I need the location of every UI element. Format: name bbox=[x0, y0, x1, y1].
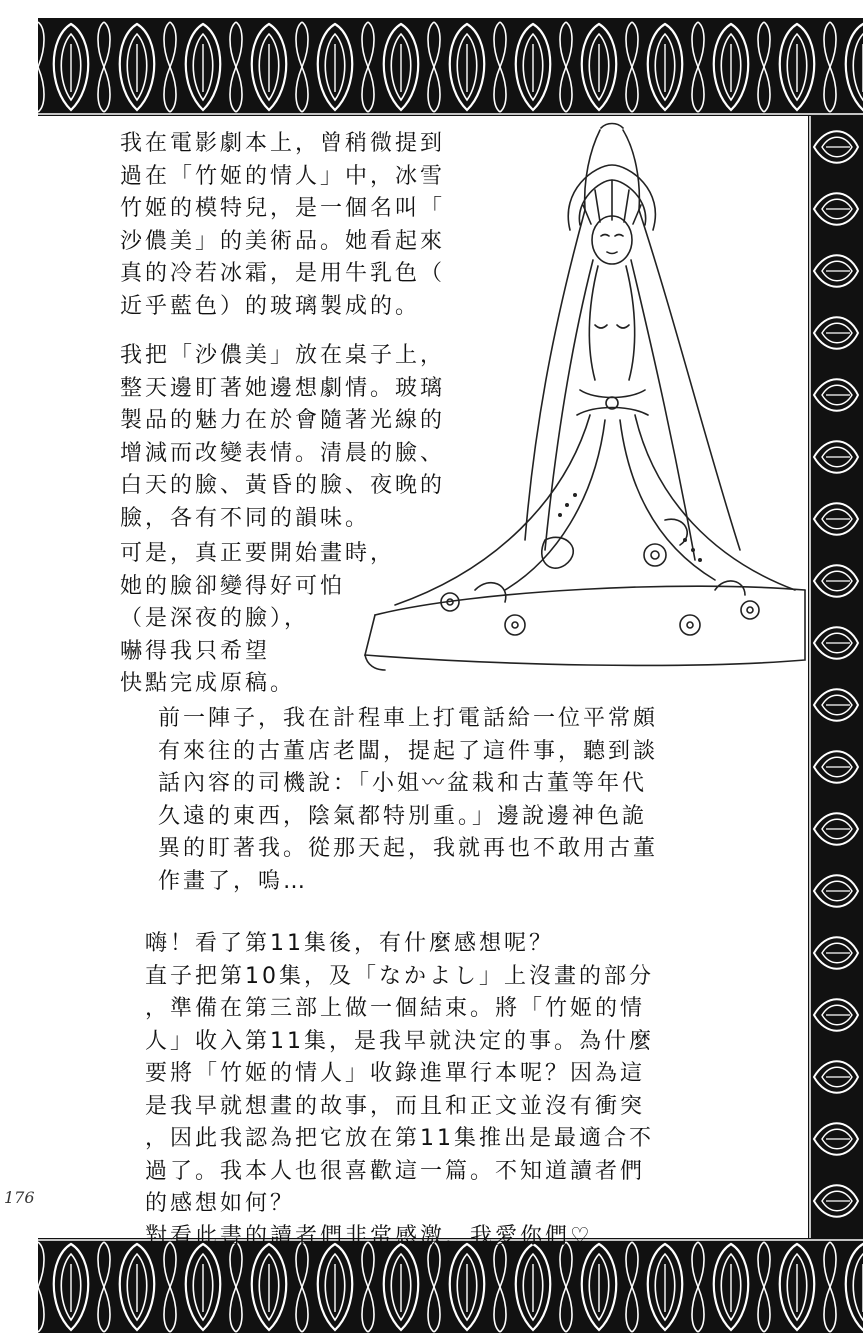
afterword-paragraph-1: 我在電影劇本上，曾稍微提到 過在「竹姬的情人」中，冰雪 竹姬的模特兒，是一個名叫「 沙儂美」的美術品。她看起來 真的冷若冰霜，是用牛乳色（ 近乎藍色）的玻璃製成的。 bbox=[120, 131, 446, 319]
ornamental-border-top bbox=[38, 18, 863, 116]
afterword-paragraph-5: 嗨！看了第11集後，有什麼感想呢？ 直子把第10集，及「なかよし」上沒畫的部分 ，準備在第三部上做一個結束。將「竹姬的情 人」收入第11集，是我早就決定的事。為什麼 要將「竹姬的情人」收錄進單行本呢？因為這 是我早就想畫的故事，而且和正文並沒有衝突 ，因此我認為把它放在第11集推出是最適合不 過了。我本人也很喜歡這一篇。不知道讀者們 的感想如何？ 對看此書的讀者們非常感激，我愛你們♡ bbox=[145, 931, 654, 1249]
afterword-paragraph-2: 我把「沙儂美」放在桌子上， 整天邊盯著她邊想劇情。玻璃 製品的魅力在於會隨著光線的 增減而改變表情。清晨的臉、 白天的臉、黃昏的臉、夜晚的 臉，各有不同的韻味。 bbox=[120, 343, 446, 531]
ornamental-border-right bbox=[808, 116, 863, 1238]
afterword-paragraph-4: 前一陣子，我在計程車上打電話給一位平常頗 有來往的古董店老闆，提起了這件事，聽到談 話內容的司機說：「小姐〰盆栽和古董等年代 久遠的東西，陰氣都特別重。」邊說邊神色詭 異的盯著我。從那天起，我就再也不敢用古董 作畫了，嗚… bbox=[158, 706, 659, 894]
afterword-paragraph-3: 可是，真正要開始畫時， 她的臉卻變得好可怕 （是深夜的臉）， 嚇得我只希望 快點完成原稿。 bbox=[120, 541, 396, 696]
page-number: 176 bbox=[4, 1188, 35, 1207]
